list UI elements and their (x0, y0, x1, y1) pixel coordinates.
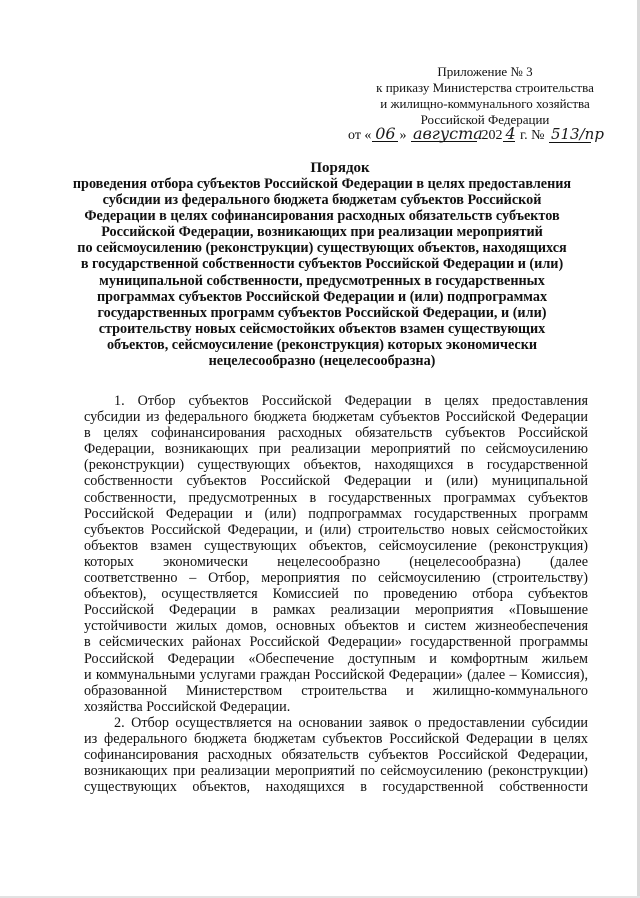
heading-line: муниципальной собственности, предусмотренных в государственных (99, 272, 545, 289)
body-line: которых экономически нецелесообразно (нецелесообразна) (далее (84, 553, 588, 570)
appendix-ministry: и жилищно-коммунального хозяйства (380, 96, 590, 111)
body-line: собственности, предусмотренных в государственных программах субъектов (84, 489, 588, 506)
body-line: возникающих при реализации мероприятий по сейсмоусилению (реконструкции) (84, 763, 588, 780)
appendix-country: Российской Федерации (420, 112, 550, 127)
body-line: хозяйства Российской Федерации. (84, 698, 291, 715)
heading-line: по сейсмоусилению (реконструкции) существующих объектов, находящихся (77, 240, 567, 257)
appendix-order-ref: к приказу Министерства строительства (376, 80, 594, 95)
body-line: устойчивости жилых домов, основных объектов и систем жизнеобеспечения (84, 618, 588, 635)
order-sep: » (399, 128, 407, 143)
document-heading (44, 176, 600, 369)
body-line: объектов взамен существующих объектов, сейсмоусиление (реконструкция) (84, 537, 588, 554)
heading-line: субсидии из федерального бюджета бюджетам субъектов Российской (102, 192, 542, 209)
body-line: и коммунальными услугами граждан Российской Федерации» (далее – Комиссия), (84, 666, 588, 683)
heading-line: в государственной собственности субъектов Российской Федерации и (или) (80, 256, 564, 273)
body-line: субсидии из федерального бюджета бюджетам субъектов Российской Федерации (84, 409, 588, 426)
body-line: в сейсмических районах Российской Федерации» государственной программы (84, 634, 588, 651)
order-year-prefix: 202 (481, 128, 503, 143)
order-number-handwritten: 513/пр (550, 125, 604, 143)
order-year-suffix: г. № (516, 128, 545, 143)
body-line: соответственно – Отбор, мероприятия по сейсмоусилению (строительству) (84, 570, 588, 587)
body-line: объектов), осуществляется Комиссией по проведению отбора субъектов (84, 586, 588, 603)
body-line: 2. Отбор осуществляется на основании заявок о предоставлении субсидии (114, 714, 588, 731)
body-line: образованной Министерством строительства и жилищно-коммунального (84, 682, 588, 699)
heading-line: государственных программ субъектов Российской Федерации, и (или) (97, 304, 547, 321)
body-line: существующих объектов, находящихся в государственной собственности (84, 779, 588, 796)
body-line: Российской Федерации и (или) подпрограммах государственных программ (84, 505, 588, 522)
document-body (84, 393, 588, 795)
body-line: 1. Отбор субъектов Российской Федерации в целях предоставления (114, 393, 588, 409)
heading-line: проведения отбора субъектов Российской Федерации в целях предоставления (72, 176, 572, 192)
heading-line: строительству новых сейсмостойких объектов взамен существующих (98, 320, 546, 337)
heading-line: нецелесообразно (нецелесообразна) (208, 353, 436, 370)
heading-line: объектов, сейсмоусиление (реконструкция) которых экономически (106, 336, 538, 353)
body-line: Российской Федерации «Обеспечение доступным и комфортным жильем (84, 650, 588, 667)
body-line: Федерации, возникающих при реализации мероприятий по сейсмоусилению (84, 441, 588, 458)
order-day-handwritten: 06 (372, 126, 398, 142)
heading-line: Федерации в целях софинансирования расходных обязательств субъектов (84, 208, 560, 225)
order-month-handwritten: августа (412, 124, 483, 143)
appendix-block (345, 64, 625, 128)
body-line: из федерального бюджета бюджетам субъектов Российской Федерации в целях (84, 730, 588, 747)
order-date-number (348, 126, 618, 146)
body-line: в целях софинансирования расходных обязательств субъектов Российской (84, 425, 588, 442)
appendix-number: Приложение № 3 (437, 64, 533, 79)
body-line: собственности субъектов Российской Федерации и (или) муниципальной (84, 473, 588, 490)
document-title: Порядок (310, 160, 370, 176)
order-prefix: от « (348, 128, 372, 143)
heading-line: Российской Федерации, возникающих при реализации мероприятий (101, 224, 543, 241)
body-line: Российской Федерации в рамках реализации мероприятия «Повышение (84, 602, 588, 619)
body-line: (реконструкции) существующих объектов, находящихся в государственной (84, 457, 588, 474)
heading-line: программах субъектов Российской Федерации и (или) подпрограммах (96, 288, 548, 305)
body-line: субъектов Российской Федерации, и (или) строительство новых сейсмостойких (84, 521, 588, 538)
body-line: софинансирования расходных обязательств субъектов Российской Федерации, (84, 747, 588, 764)
order-year-digit-handwritten: 4 (505, 124, 516, 143)
